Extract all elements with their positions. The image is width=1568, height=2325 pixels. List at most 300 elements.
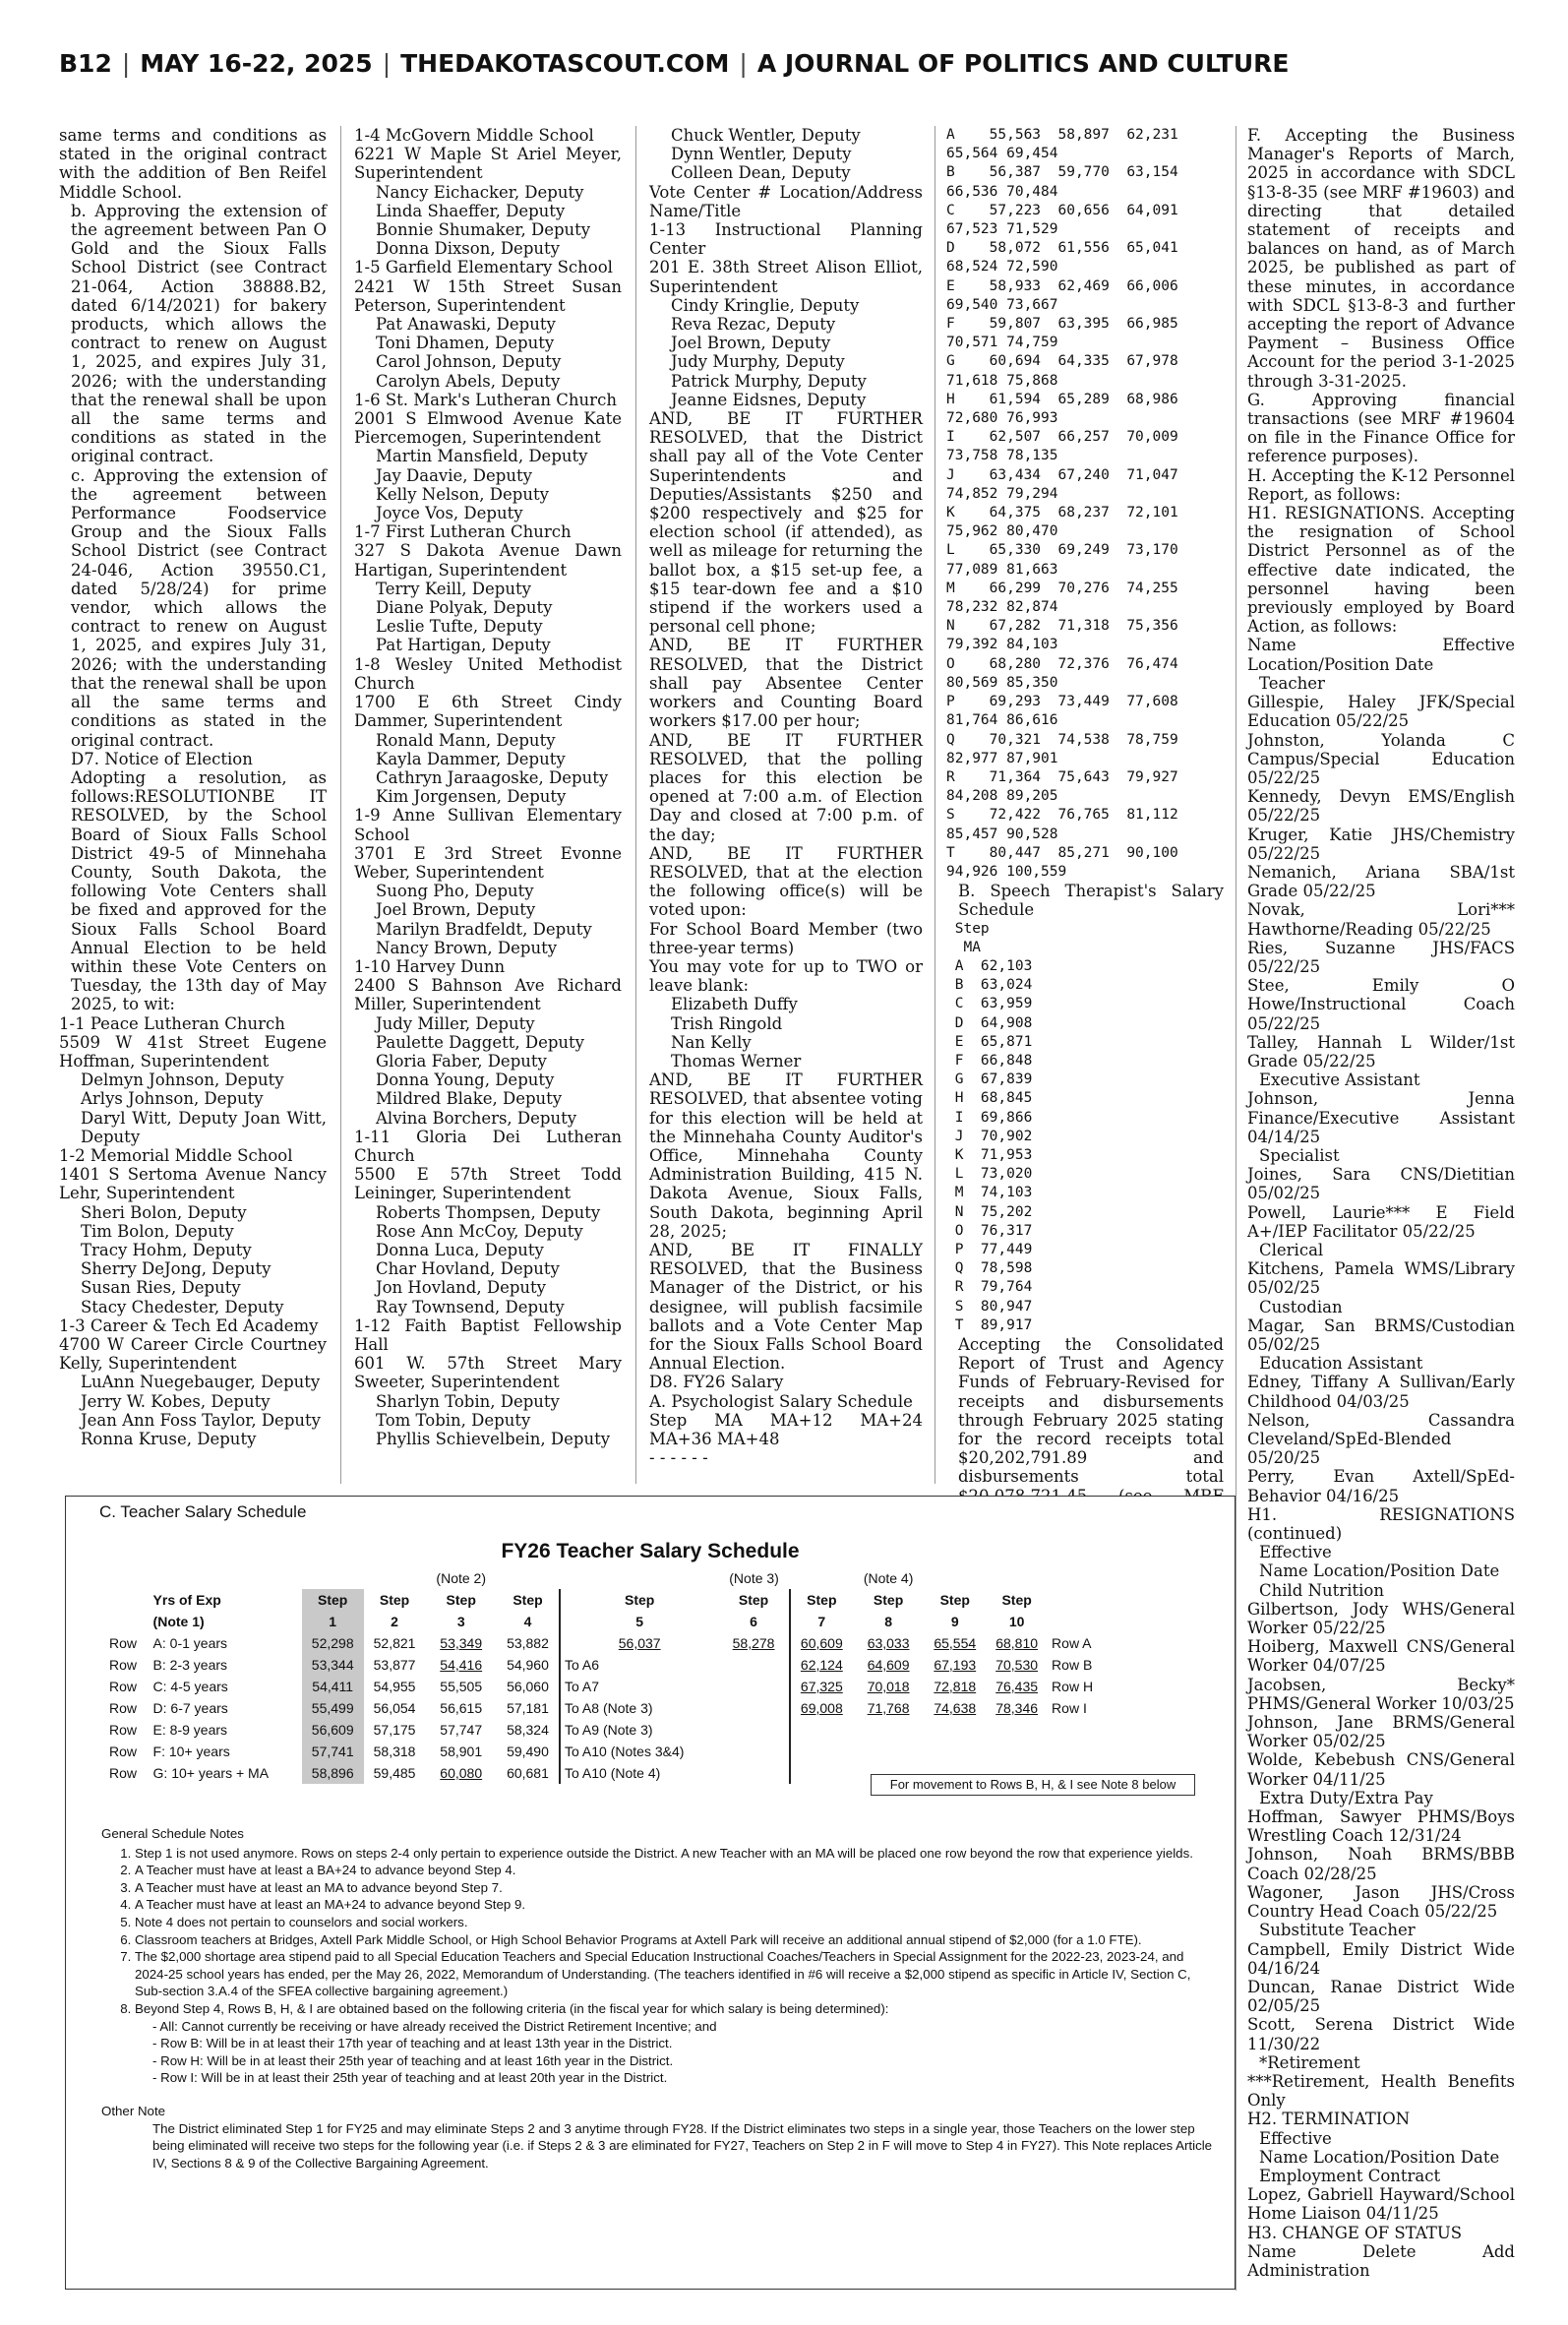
text-paragraph: Toni Dhamen, Deputy <box>376 334 555 353</box>
general-note: 5. Note 4 does not pertain to counselors and social workers. <box>135 1914 1213 1931</box>
text-paragraph: Martin Mansfield, Deputy <box>376 447 588 466</box>
text-paragraph: Magar, San BRMS/Custodian 05/02/25 <box>1247 1315 1515 1354</box>
psych-salary-line: G 60,694 64,335 67,978 <box>946 353 1178 370</box>
text-paragraph: You may vote for up to TWO or leave blank: <box>649 956 923 996</box>
salary-cell: 56,615 <box>440 1700 483 1716</box>
salary-cell: 58,901 <box>440 1744 483 1759</box>
salary-cell: 54,960 <box>507 1657 549 1673</box>
text-paragraph: Arlys Johnson, Deputy <box>81 1089 264 1109</box>
text-paragraph: Pat Hartigan, Deputy <box>376 636 551 655</box>
salary-cell: 59,485 <box>373 1765 416 1781</box>
salary-cell <box>790 1719 853 1741</box>
text-paragraph: Cindy Kringlie, Deputy <box>671 295 860 315</box>
salary-cell: 74,638 <box>934 1700 977 1716</box>
step-header: Step <box>302 1589 364 1611</box>
grid-cell <box>790 1567 853 1589</box>
salary-cell: 67,193 <box>934 1657 977 1673</box>
text-paragraph: Ray Townsend, Deputy <box>376 1297 565 1316</box>
text-paragraph: Suong Pho, Deputy <box>376 882 534 901</box>
row-label: E: 8-9 years <box>152 1722 228 1738</box>
general-note: 3. A Teacher must have at least an MA to advance beyond Step 7. <box>135 1879 1213 1897</box>
salary-cell: To A8 (Note 3) <box>560 1697 718 1719</box>
salary-cell: 57,741 <box>302 1741 364 1762</box>
step-header: Step <box>513 1592 543 1608</box>
text-paragraph: Johnson, Jane BRMS/General Worker 05/02/25 <box>1247 1713 1515 1751</box>
salary-cell: 53,344 <box>302 1654 364 1676</box>
text-paragraph: same terms and conditions as stated in the original contract with the addition of Ben Reifel Middle School. <box>59 126 327 202</box>
speech-salary-line: S 80,947 <box>946 1298 1033 1315</box>
text-paragraph: Carolyn Abels, Deputy <box>376 371 561 391</box>
text-paragraph: Kayla Dammer, Deputy <box>376 749 566 768</box>
general-notes-heading: General Schedule Notes <box>101 1826 244 1841</box>
text-paragraph: Hoiberg, Maxwell CNS/General Worker 04/07/25 <box>1247 1637 1515 1676</box>
text-paragraph: Step MA MA+12 MA+24 MA+36 MA+48 <box>649 1410 923 1449</box>
text-paragraph: Effective <box>1259 1543 1332 1562</box>
text-paragraph: Judy Murphy, Deputy <box>671 352 845 372</box>
text-paragraph: Jacobsen, Becky* PHMS/General Worker 10/03/25 <box>1247 1675 1515 1713</box>
text-paragraph: AND, BE IT FURTHER RESOLVED, that the District shall pay all of the Vote Center Superintendents and Deputies/Assistants $250 and $200 respectively and $25 for election school (if attended), as well as mileage for returning the ballot box, a $15 set-up fee, a $15 tear-down fee and a $10 stipend if the workers used a personal cell phone; <box>649 409 923 637</box>
text-paragraph: Johnston, Yolanda C Campus/Special Education 05/22/25 <box>1247 730 1515 787</box>
text-paragraph: H2. TERMINATION <box>1247 2110 1411 2129</box>
text-paragraph: AND, BE IT FINALLY RESOLVED, that the Business Manager of the District, or his designee, will publish facsimile ballots and a Vote Center Map for the Sioux Falls School Board Annual Election. <box>649 1240 923 1374</box>
salary-cell: 71,768 <box>867 1700 910 1716</box>
salary-cell <box>790 1762 853 1784</box>
step-number: 6 <box>750 1614 757 1629</box>
column-5 <box>1247 126 1515 2310</box>
speech-salary-line: J 70,902 <box>946 1128 1033 1144</box>
text-paragraph: 201 E. 38th Street Alison Elliot, Superintendent <box>649 258 923 296</box>
text-paragraph: Johnson, Noah BRMS/BBB Coach 02/28/25 <box>1247 1845 1515 1883</box>
speech-header: MA <box>946 939 981 955</box>
table-row <box>105 1697 1109 1719</box>
text-paragraph: Wolde, Kebebush CNS/General Worker 04/11/25 <box>1247 1750 1515 1789</box>
text-paragraph: Char Hovland, Deputy <box>376 1259 560 1279</box>
salary-cell: 58,278 <box>732 1635 775 1651</box>
text-paragraph: D7. Notice of Election <box>71 749 253 768</box>
psych-salary-line: 75,962 80,470 <box>946 523 1058 540</box>
speech-salary-line: E 65,871 <box>946 1033 1033 1050</box>
text-paragraph: LuAnn Nuegebauger, Deputy <box>81 1373 321 1392</box>
text-paragraph: Teacher <box>1259 673 1325 693</box>
teacher-salary-schedule <box>65 1496 1236 2290</box>
grid-cell <box>986 1567 1048 1589</box>
table-row <box>105 1632 1109 1654</box>
salary-cell: 60,609 <box>790 1632 853 1654</box>
step-header: Step <box>939 1592 970 1608</box>
text-paragraph: 2421 W 15th Street Susan Peterson, Superintendent <box>354 276 622 315</box>
text-paragraph: G. Approving financial transactions (see MRF #19604 on file in the Finance Office for reference purposes). <box>1247 390 1515 466</box>
salary-cell <box>718 1697 789 1719</box>
step-number: 8 <box>884 1614 892 1629</box>
column-4 <box>946 126 1224 1487</box>
text-paragraph: Lopez, Gabriell Hayward/School Home Liaison 04/11/25 <box>1247 2185 1515 2224</box>
salary-cell: To A10 (Notes 3&4) <box>560 1741 718 1762</box>
grid-cell <box>1048 1611 1109 1632</box>
text-paragraph: Ronald Mann, Deputy <box>376 730 556 750</box>
row-tail: Row H <box>1052 1679 1094 1694</box>
speech-salary-line: F 66,848 <box>946 1052 1033 1069</box>
text-paragraph: Joines, Sara CNS/Dietitian 05/02/25 <box>1247 1165 1515 1203</box>
row-word: Row <box>109 1722 138 1738</box>
salary-cell: 56,037 <box>560 1632 718 1654</box>
text-paragraph: Nancy Eichacker, Deputy <box>376 182 584 202</box>
criteria-note: - Row H: Will be in at least their 25th year of teaching and at least 16th year in the District. <box>152 2052 674 2068</box>
salary-cell: 59,490 <box>507 1744 549 1759</box>
text-paragraph: Hoffman, Sawyer PHMS/Boys Wrestling Coach 12/31/24 <box>1247 1807 1515 1846</box>
text-paragraph: D8. FY26 Salary <box>649 1373 784 1392</box>
text-paragraph: Gilbertson, Jody WHS/General Worker 05/22/25 <box>1247 1599 1515 1638</box>
text-paragraph: Jerry W. Kobes, Deputy <box>81 1391 271 1411</box>
text-paragraph: H1. RESIGNATIONS. Accepting the resignation of School District Personnel as of the effective date indicated, the personnel having been previously employed by Board Action, as follows: <box>1247 504 1515 637</box>
psych-salary-line: 84,208 89,205 <box>946 788 1058 805</box>
psych-salary-line: L 65,330 69,249 73,170 <box>946 542 1178 559</box>
text-paragraph: *Retirement <box>1259 2052 1360 2072</box>
criteria-note: - All: Cannot currently be receiving or have already received the District Retirement Incentive; and <box>152 2018 717 2034</box>
text-paragraph: 2400 S Bahnson Ave Richard Miller, Superintendent <box>354 976 622 1014</box>
criteria-note: - Row I: Will be in at least their 25th year of teaching and at least 20th year in the District. <box>152 2070 668 2086</box>
row-label: G: 10+ years + MA <box>152 1765 270 1781</box>
salary-cell: 54,955 <box>373 1679 416 1694</box>
text-paragraph: Jean Ann Foss Taylor, Deputy <box>81 1410 321 1430</box>
step-number: 4 <box>523 1614 532 1629</box>
text-paragraph: 601 W. 57th Street Mary Sweeter, Superintendent <box>354 1354 622 1392</box>
psych-salary-line: 82,977 87,901 <box>946 750 1058 766</box>
speech-salary-line: P 77,449 <box>946 1241 1033 1257</box>
text-paragraph: Tracy Hohm, Deputy <box>81 1240 252 1259</box>
text-paragraph: Stacy Chedester, Deputy <box>81 1297 284 1316</box>
speech-salary-line: K 71,953 <box>946 1146 1033 1163</box>
salary-cell <box>718 1741 789 1762</box>
text-paragraph: Dynn Wentler, Deputy <box>671 145 852 164</box>
row-tail: Row A <box>1052 1635 1092 1651</box>
text-paragraph: Joel Brown, Deputy <box>671 334 831 353</box>
text-paragraph: Gillespie, Haley JFK/Special Education 05/22/25 <box>1247 693 1515 731</box>
text-paragraph: Paulette Daggett, Deputy <box>376 1032 584 1052</box>
psych-salary-line: E 58,933 62,469 66,006 <box>946 277 1178 294</box>
text-paragraph: Name Effective Location/Position Date <box>1247 636 1515 674</box>
text-paragraph: 1-6 St. Mark's Lutheran Church <box>354 390 617 409</box>
speech-salary-line: L 73,020 <box>946 1166 1033 1183</box>
step-number: 5 <box>560 1611 718 1632</box>
text-paragraph: Custodian <box>1259 1297 1343 1316</box>
salary-cell <box>718 1719 789 1741</box>
tagline: A JOURNAL OF POLITICS AND CULTURE <box>756 49 1290 78</box>
row-word: Row <box>109 1657 138 1673</box>
text-paragraph: Bonnie Shumaker, Deputy <box>376 220 591 240</box>
grid-cell <box>105 1589 150 1611</box>
grid-cell <box>302 1567 364 1589</box>
text-paragraph: Gloria Faber, Deputy <box>376 1051 547 1071</box>
text-paragraph: Judy Miller, Deputy <box>376 1013 535 1033</box>
text-paragraph: Jeanne Eidsnes, Deputy <box>671 390 867 409</box>
psych-salary-line: 73,758 78,135 <box>946 448 1058 464</box>
text-paragraph: Kelly Nelson, Deputy <box>376 484 549 504</box>
text-paragraph: Kruger, Katie JHS/Chemistry 05/22/25 <box>1247 825 1515 863</box>
step-number: 7 <box>790 1611 853 1632</box>
text-paragraph: Nancy Brown, Deputy <box>376 938 558 957</box>
row-label: A: 0-1 years <box>152 1635 228 1651</box>
text-paragraph: Sherry DeJong, Deputy <box>81 1259 271 1279</box>
text-paragraph: 3701 E 3rd Street Evonne Weber, Superintendent <box>354 843 622 882</box>
psych-salary-line: 67,523 71,529 <box>946 221 1058 238</box>
salary-cell: 78,346 <box>995 1700 1039 1716</box>
text-paragraph: F. Accepting the Business Manager's Reports of March, 2025 in accordance with SDCL §13-8-35 (see MRF #19603) and directing that detailed statement of receipts and balances on hand, as of March 2025, be published as part of these minutes, in accordance with SDCL §13-8-3 and further accepting the report of Advance Payment – Business Office Account for the period 3-1-2025 through 3-31-2025. <box>1247 126 1515 391</box>
text-paragraph: Rose Ann McCoy, Deputy <box>376 1221 583 1241</box>
text-paragraph: Sheri Bolon, Deputy <box>81 1202 247 1222</box>
step-number: 1 <box>302 1611 364 1632</box>
text-paragraph: AND, BE IT FURTHER RESOLVED, that at the election the following office(s) will be voted upon: <box>649 843 923 920</box>
psych-salary-line: A 55,563 58,897 62,231 <box>946 127 1178 143</box>
step-header: Step <box>873 1592 904 1608</box>
text-paragraph: Child Nutrition <box>1259 1580 1384 1600</box>
salary-cell: 63,033 <box>867 1635 910 1651</box>
note-ref: (Note 2) <box>436 1570 486 1586</box>
table-row <box>105 1654 1109 1676</box>
text-paragraph: Kim Jorgensen, Deputy <box>376 787 567 807</box>
psych-salary-line: 80,569 85,350 <box>946 674 1058 691</box>
text-paragraph: Powell, Laurie*** E Field A+/IEP Facilitator 05/22/25 <box>1247 1202 1515 1241</box>
step-header: Step <box>379 1592 410 1608</box>
text-paragraph: 4700 W Career Circle Courtney Kelly, Superintendent <box>59 1335 327 1374</box>
text-paragraph: Novak, Lori*** Hawthorne/Reading 05/22/25 <box>1247 900 1515 939</box>
text-paragraph: Stee, Emily O Howe/Instructional Coach 05/22/25 <box>1247 976 1515 1033</box>
general-note: 7. The $2,000 shortage area stipend paid to all Special Education Teachers and Special Education Instructional Coaches/Teachers in Special Assignment for the 2022-23, 2023-24, and 2024-25 school years has ended, per the May 26, 2022, Memorandum of Understanding. (The teachers identified in #6 will receive a $2,000 stipend as specific in Article IV, Section C, Sub-section 3.A.4 of the SFEA collective bargaining agreement.) <box>135 1948 1213 2000</box>
row-tail <box>1048 1741 1109 1762</box>
text-paragraph: Clerical <box>1259 1240 1324 1259</box>
salary-cell: 55,499 <box>302 1697 364 1719</box>
text-paragraph: AND, BE IT FURTHER RESOLVED, that the District shall pay Absentee Center workers and Counting Board workers $17.00 per hour; <box>649 636 923 731</box>
text-paragraph: Adopting a resolution, as follows:RESOLUTIONBE IT RESOLVED, by the School Board of Sioux Falls School District 49-5 of Minnehaha County, South Dakota, the following Vote Centers shall be fixed and approved for the Sioux Falls School Board Annual Election to be held within these Vote Centers on Tuesday, the 13th day of May 2025, to wit: <box>71 767 327 1014</box>
psych-salary-line: 79,392 84,103 <box>946 637 1058 653</box>
text-paragraph: Extra Duty/Extra Pay <box>1259 1788 1433 1807</box>
text-paragraph: Alvina Borchers, Deputy <box>376 1108 577 1128</box>
psych-salary-line: 71,618 75,868 <box>946 372 1058 389</box>
text-paragraph: Employment Contract <box>1259 2166 1441 2185</box>
salary-cell: To A7 <box>560 1676 718 1697</box>
text-paragraph: Name Location/Position Date <box>1259 2147 1500 2167</box>
criteria-note: - Row B: Will be in at least their 17th year of teaching and at least 13th year in the District. <box>152 2036 673 2051</box>
psych-salary-line: Q 70,321 74,538 78,759 <box>946 731 1178 748</box>
text-paragraph: Perry, Evan Axtell/SpEd-Behavior 04/16/25 <box>1247 1467 1515 1505</box>
psych-salary-line: J 63,434 67,240 71,047 <box>946 466 1178 483</box>
text-paragraph: AND, BE IT FURTHER RESOLVED, that the polling places for this election be opened at 7:00 a.m. of Election Day and closed at 7:00 p.m. of the day; <box>649 730 923 844</box>
table-row <box>105 1719 1109 1741</box>
step-number: 9 <box>950 1614 959 1629</box>
grid-cell <box>105 1611 150 1632</box>
grid-cell <box>1048 1589 1109 1611</box>
salary-cell <box>853 1719 924 1741</box>
page-number: B12 <box>59 49 112 78</box>
psych-salary-line: T 80,447 85,271 90,100 <box>946 844 1178 861</box>
general-note: 8. Beyond Step 4, Rows B, H, & I are obtained based on the following criteria (in the fiscal year for which salary is being determined): <box>135 2000 1213 2018</box>
psych-salary-line: R 71,364 75,643 79,927 <box>946 768 1178 785</box>
movement-note: For movement to Rows B, H, & I see Note 8 below <box>871 1774 1195 1796</box>
text-paragraph: Donna Dixson, Deputy <box>376 239 560 259</box>
other-note: The District eliminated Step 1 for FY25 and may eliminate Steps 2 and 3 anytime through FY28. If the District eliminates two steps in a single year, those Teachers on the lower step being eliminated will receive two steps for the following year (i.e. if Steps 2 & 3 are eliminated for FY27, Teachers on Step 2 in F will move to Step 4 in FY27). This Note replaces Article IV, Sections 8 & 9 of the Collective Bargaining Agreement. <box>152 2120 1213 2171</box>
table-row <box>105 1741 1109 1762</box>
column-1 <box>59 126 327 1484</box>
text-paragraph: b. Approving the extension of the agreement between Pan O Gold and the Sioux Falls School District (see Contract 21-064, Action 38888.B2, dated 6/14/2021) for bakery products, which allows the contract to renew on August 1, 2025, and expires July 31, 2026; with the understanding that the renewal shall be upon all the same terms and conditions as stated in the original contract. <box>71 201 327 466</box>
row-word: Row <box>109 1765 138 1781</box>
speech-salary-line: R 79,764 <box>946 1279 1033 1296</box>
salary-grid <box>105 1567 1109 1784</box>
text-paragraph: Nelson, Cassandra Cleveland/SpEd-Blended 05/20/25 <box>1247 1410 1515 1468</box>
speech-salary-line: H 68,845 <box>946 1090 1033 1107</box>
salary-cell: 57,747 <box>440 1722 483 1738</box>
row-word: Row <box>109 1635 138 1651</box>
text-paragraph: Ronna Kruse, Deputy <box>81 1430 257 1449</box>
salary-cell <box>924 1741 986 1762</box>
row-tail: Row I <box>1052 1700 1087 1716</box>
psych-salary-line: P 69,293 73,449 77,608 <box>946 694 1178 710</box>
psych-salary-line: 94,926 100,559 <box>946 863 1067 880</box>
salary-cell: 65,554 <box>934 1635 977 1651</box>
text-paragraph: Cathryn Jaraagoske, Deputy <box>376 767 609 787</box>
text-paragraph: Leslie Tufte, Deputy <box>376 617 543 637</box>
psych-salary-line: 85,457 90,528 <box>946 826 1058 842</box>
grid-cell <box>364 1567 426 1589</box>
salary-cell: 68,810 <box>995 1635 1039 1651</box>
psych-salary-line: 72,680 76,993 <box>946 410 1058 427</box>
text-paragraph: Jay Daavie, Deputy <box>376 465 532 485</box>
text-paragraph: Joyce Vos, Deputy <box>376 504 523 523</box>
speech-salary-line: D 64,908 <box>946 1014 1033 1031</box>
text-paragraph: Edney, Tiffany A Sullivan/Early Childhood 04/03/25 <box>1247 1373 1515 1411</box>
psych-salary-line: 70,571 74,759 <box>946 335 1058 351</box>
text-paragraph: Roberts Thompsen, Deputy <box>376 1202 601 1222</box>
salary-cell: 70,018 <box>867 1679 910 1694</box>
text-paragraph: Talley, Hannah L Wilder/1st Grade 05/22/25 <box>1247 1032 1515 1071</box>
text-paragraph: Nemanich, Ariana SBA/1st Grade 05/22/25 <box>1247 862 1515 901</box>
text-paragraph: 1-8 Wesley United Methodist Church <box>354 654 622 693</box>
psych-salary-line: N 67,282 71,318 75,356 <box>946 618 1178 635</box>
salary-cell: 69,008 <box>790 1697 853 1719</box>
general-note: 2. A Teacher must have at least a BA+24 to advance beyond Step 4. <box>135 1862 1213 1879</box>
text-paragraph: Phyllis Schievelbein, Deputy <box>376 1430 611 1449</box>
text-paragraph: Johnson, Jenna Finance/Executive Assistant 04/14/25 <box>1247 1089 1515 1146</box>
text-paragraph: Carol Johnson, Deputy <box>376 352 562 372</box>
psych-salary-line: C 57,223 60,656 64,091 <box>946 202 1178 218</box>
salary-cell: 57,181 <box>507 1700 549 1716</box>
salary-cell: 58,324 <box>507 1722 549 1738</box>
text-paragraph: - - - - - - <box>649 1448 708 1468</box>
text-paragraph: ***Retirement, Health Benefits Only <box>1247 2071 1515 2111</box>
speech-salary-line: G 67,839 <box>946 1071 1033 1088</box>
text-paragraph: Name Delete Add Administration <box>1247 2241 1515 2280</box>
text-paragraph: 1-2 Memorial Middle School <box>59 1145 293 1165</box>
speech-salary-line: O 76,317 <box>946 1222 1033 1239</box>
salary-cell: 52,298 <box>302 1632 364 1654</box>
salary-cell: 58,318 <box>373 1744 416 1759</box>
text-paragraph: H. Accepting the K-12 Personnel Report, as follows: <box>1247 465 1515 504</box>
salary-cell: 60,681 <box>507 1765 549 1781</box>
psych-salary-line: 68,524 72,590 <box>946 259 1058 275</box>
salary-cell: 56,060 <box>507 1679 549 1694</box>
row-label: B: 2-3 years <box>152 1657 228 1673</box>
text-paragraph: 1700 E 6th Street Cindy Dammer, Superintendent <box>354 693 622 731</box>
grid-cell <box>924 1567 986 1589</box>
text-paragraph: Patrick Murphy, Deputy <box>671 371 867 391</box>
text-paragraph: A. Psychologist Salary Schedule <box>649 1391 913 1411</box>
psych-salary-line: 74,852 79,294 <box>946 485 1058 502</box>
text-paragraph: 1-7 First Lutheran Church <box>354 522 572 542</box>
text-paragraph: Joel Brown, Deputy <box>376 900 536 920</box>
speech-salary-line: I 69,866 <box>946 1109 1033 1126</box>
note-1: (Note 1) <box>152 1614 205 1629</box>
text-paragraph: Jon Hovland, Deputy <box>376 1278 546 1298</box>
text-paragraph: 6221 W Maple St Ariel Meyer, Superintendent <box>354 145 622 183</box>
text-paragraph: Diane Polyak, Deputy <box>376 598 553 618</box>
table-row <box>105 1676 1109 1697</box>
salary-cell: 70,530 <box>995 1657 1039 1673</box>
salary-cell <box>790 1741 853 1762</box>
psych-salary-line: 78,232 82,874 <box>946 599 1058 616</box>
psych-salary-line: 69,540 73,667 <box>946 296 1058 313</box>
masthead: B12 | MAY 16-22, 2025 | THEDAKOTASCOUT.COM | A JOURNAL OF POLITICS AND CULTURE <box>59 49 1290 78</box>
speech-header: Step <box>946 920 990 937</box>
salary-cell: To A6 <box>560 1654 718 1676</box>
psych-salary-line: M 66,299 70,276 74,255 <box>946 580 1178 596</box>
text-paragraph: 1-10 Harvey Dunn <box>354 956 506 976</box>
salary-cell: 60,080 <box>440 1765 483 1781</box>
speech-salary-line: B 63,024 <box>946 977 1033 994</box>
step-header: Step <box>560 1589 718 1611</box>
text-paragraph: Sharlyn Tobin, Deputy <box>376 1391 560 1411</box>
salary-cell <box>853 1741 924 1762</box>
text-paragraph: 5509 W 41st Street Eugene Hoffman, Superintendent <box>59 1032 327 1071</box>
speech-salary-line: C 63,959 <box>946 996 1033 1012</box>
step-number: 3 <box>456 1614 465 1629</box>
salary-cell: 56,054 <box>373 1700 416 1716</box>
salary-cell: To A10 (Note 4) <box>560 1762 718 1784</box>
psych-salary-line: 65,564 69,454 <box>946 146 1058 162</box>
text-paragraph: Reva Rezac, Deputy <box>671 315 836 335</box>
text-paragraph: 2001 S Elmwood Avenue Kate Piercemogen, Superintendent <box>354 409 622 448</box>
salary-cell: 55,505 <box>440 1679 483 1694</box>
salary-cell: 62,124 <box>790 1654 853 1676</box>
text-paragraph: Kennedy, Devyn EMS/English 05/22/25 <box>1247 787 1515 826</box>
salary-cell: 57,175 <box>373 1722 416 1738</box>
text-paragraph: B. Speech Therapist's Salary Schedule <box>958 882 1224 920</box>
text-paragraph: Susan Ries, Deputy <box>81 1278 241 1298</box>
text-paragraph: Daryl Witt, Deputy Joan Witt, Deputy <box>81 1108 327 1146</box>
psych-salary-line: K 64,375 68,237 72,101 <box>946 505 1178 521</box>
text-paragraph: H3. CHANGE OF STATUS <box>1247 2223 1463 2242</box>
grid-cell <box>1048 1567 1109 1589</box>
text-paragraph: Marilyn Bradfeldt, Deputy <box>376 919 592 939</box>
row-label: D: 6-7 years <box>152 1700 228 1716</box>
text-paragraph: Wagoner, Jason JHS/Cross Country Head Coach 05/22/25 <box>1247 1882 1515 1922</box>
psych-salary-line: H 61,594 65,289 68,986 <box>946 391 1178 407</box>
grid-cell <box>105 1567 150 1589</box>
salary-cell: 54,416 <box>440 1657 483 1673</box>
psych-salary-line: D 58,072 61,556 65,041 <box>946 240 1178 257</box>
step-number: 2 <box>391 1614 398 1629</box>
psych-salary-line: 66,536 70,484 <box>946 183 1058 200</box>
salary-cell: 54,411 <box>302 1676 364 1697</box>
text-paragraph: Tim Bolon, Deputy <box>81 1221 234 1241</box>
note-ref: (Note 4) <box>863 1570 914 1586</box>
salary-cell: 53,882 <box>507 1635 549 1651</box>
text-paragraph: Elizabeth Duffy <box>671 995 798 1014</box>
salary-cell: To A9 (Note 3) <box>560 1719 718 1741</box>
salary-cell: 72,818 <box>934 1679 977 1694</box>
text-paragraph: Donna Luca, Deputy <box>376 1240 544 1259</box>
psych-salary-line: 77,089 81,663 <box>946 561 1058 578</box>
text-paragraph: Scott, Serena District Wide 11/30/22 <box>1247 2015 1515 2053</box>
speech-salary-line: N 75,202 <box>946 1203 1033 1220</box>
text-paragraph: Executive Assistant <box>1259 1071 1420 1090</box>
